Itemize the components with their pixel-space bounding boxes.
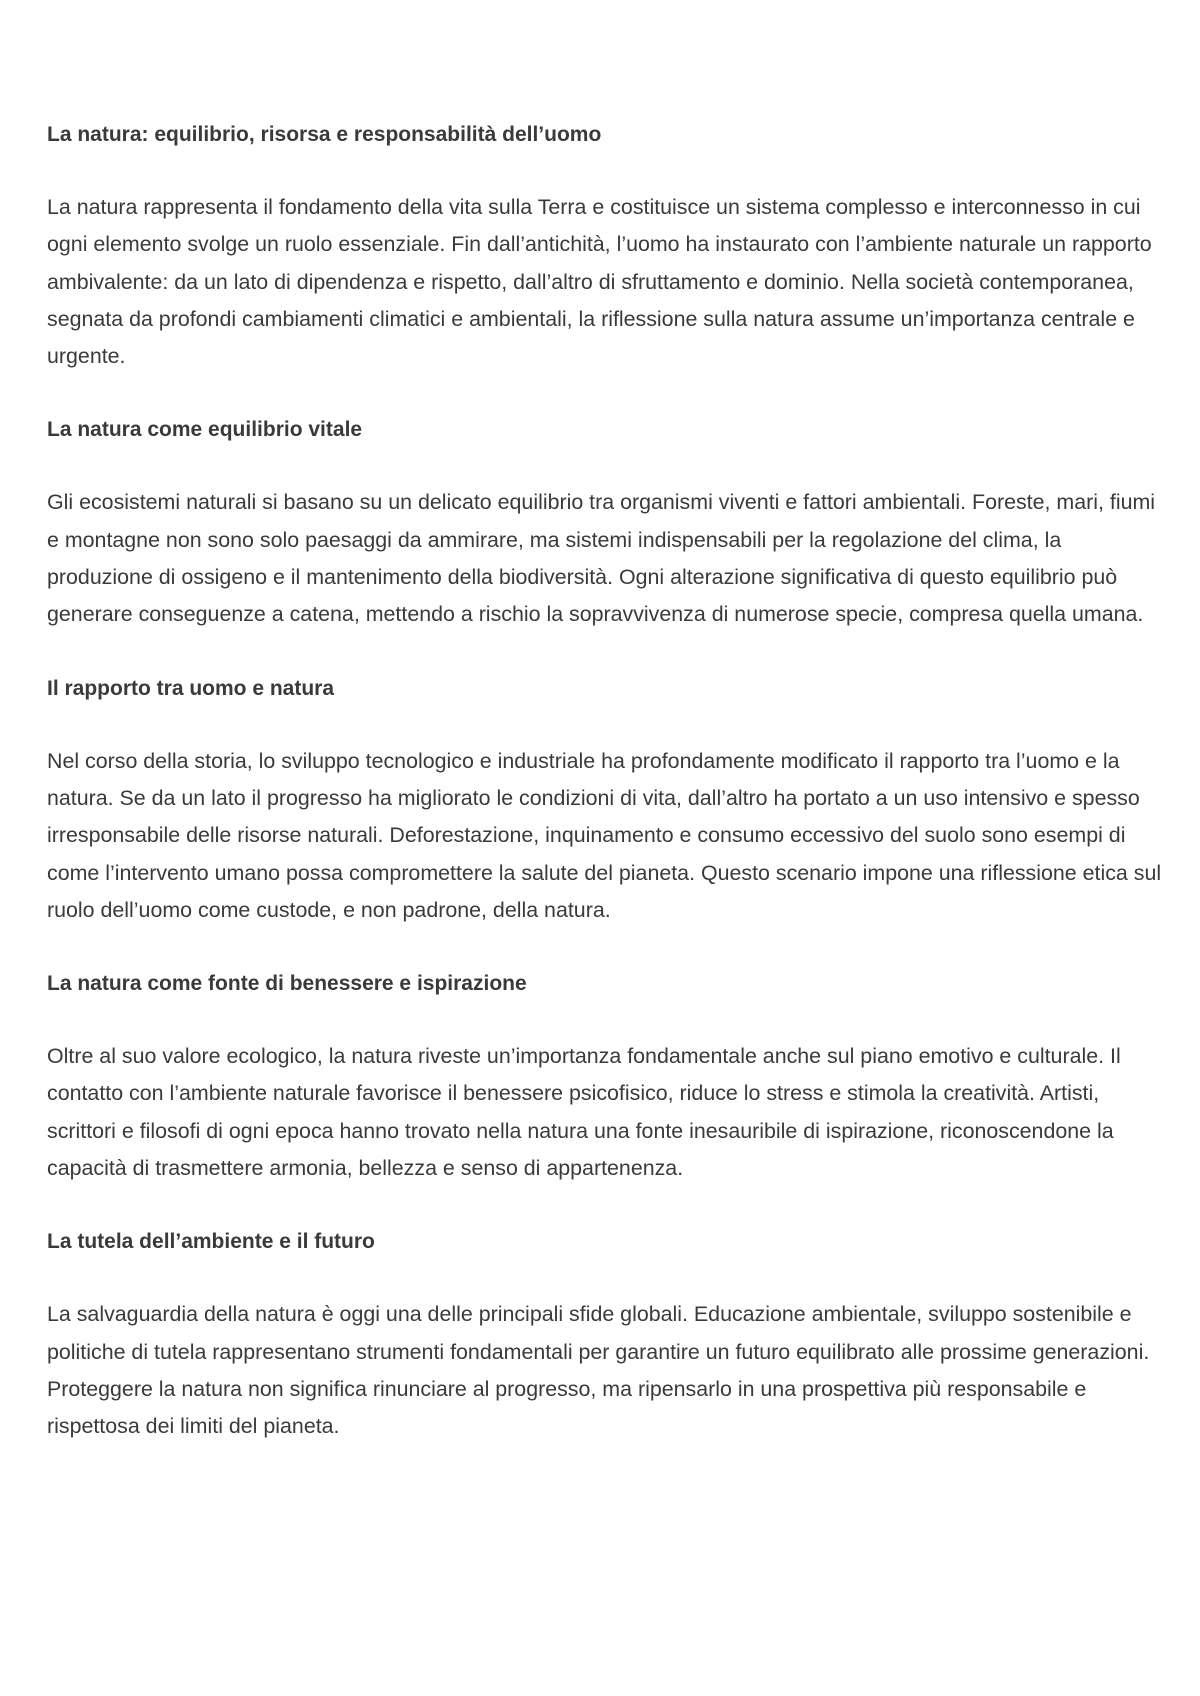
section-heading-rapporto: Il rapporto tra uomo e natura [47,676,335,700]
section-heading-equilibrio: La natura come equilibrio vitale [47,418,363,442]
section-heading-benessere: La natura come fonte di benessere e ispirazione [47,972,527,996]
section-body-rapporto: Nel corso della storia, lo sviluppo tecnologico e industriale ha profondamente modificato il rapporto tra l’uomo e la natura. Se da un lato il progresso ha migliorato le condizioni di vita, dall’altro ha portato a un uso intensivo e spesso irresponsabile delle risorse naturali. Deforestazione, inquinamento e consumo eccessivo del suolo sono esempi di come l’intervento umano possa compromettere la salute del pianeta. Questo scenario impone una riflessione etica sul ruolo dell’uomo come custode, e non padrone, della natura. [47,748,1162,922]
document-title: La natura: equilibrio, risorsa e responsabilità dell’uomo [47,123,602,146]
intro-paragraph: La natura rappresenta il fondamento della vita sulla Terra e costituisce un sistema complesso e interconnesso in cui ogni elemento svolge un ruolo essenziale. Fin dall’antichità, l’uomo ha instaurato con l’ambiente naturale un rapporto ambivalente: da un lato di dipendenza e rispetto, dall’altro di sfruttamento e dominio. Nella società contemporanea, segnata da profondi cambiamenti climatici e ambientali, la riflessione sulla natura assume un’importanza centrale e urgente. [47,195,1152,369]
document-page [47,116,1167,1482]
section-body-benessere: Oltre al suo valore ecologico, la natura riveste un’importanza fondamentale anche sul piano emotivo e culturale. Il contatto con l’ambiente naturale favorisce il benessere psicofisico, riduce lo stress e stimola la creatività. Artisti, scrittori e filosofi di ogni epoca hanno trovato nella natura una fonte inesauribile di ispirazione, riconoscendone la capacità di trasmettere armonia, bellezza e senso di appartenenza. [47,1044,1121,1181]
section-heading-tutela: La tutela dell’ambiente e il futuro [47,1230,375,1254]
section-body-tutela: La salvaguardia della natura è oggi una delle principali sfide globali. Educazione ambientale, sviluppo sostenibile e politiche di tutela rappresentano strumenti fondamentali per garantire un futuro equilibrato alle prossime generazioni. Proteggere la natura non significa rinunciare al progresso, ma ripensarlo in una prospettiva più responsabile e rispettosa dei limiti del pianeta. [47,1302,1150,1439]
section-body-equilibrio: Gli ecosistemi naturali si basano su un delicato equilibrio tra organismi viventi e fattori ambientali. Foreste, mari, fiumi e montagne non sono solo paesaggi da ammirare, ma sistemi indispensabili per la regolazione del clima, la produzione di ossigeno e il mantenimento della biodiversità. Ogni alterazione significativa di questo equilibrio può generare conseguenze a catena, mettendo a rischio la sopravvivenza di numerose specie, compresa quella umana. [47,490,1156,627]
